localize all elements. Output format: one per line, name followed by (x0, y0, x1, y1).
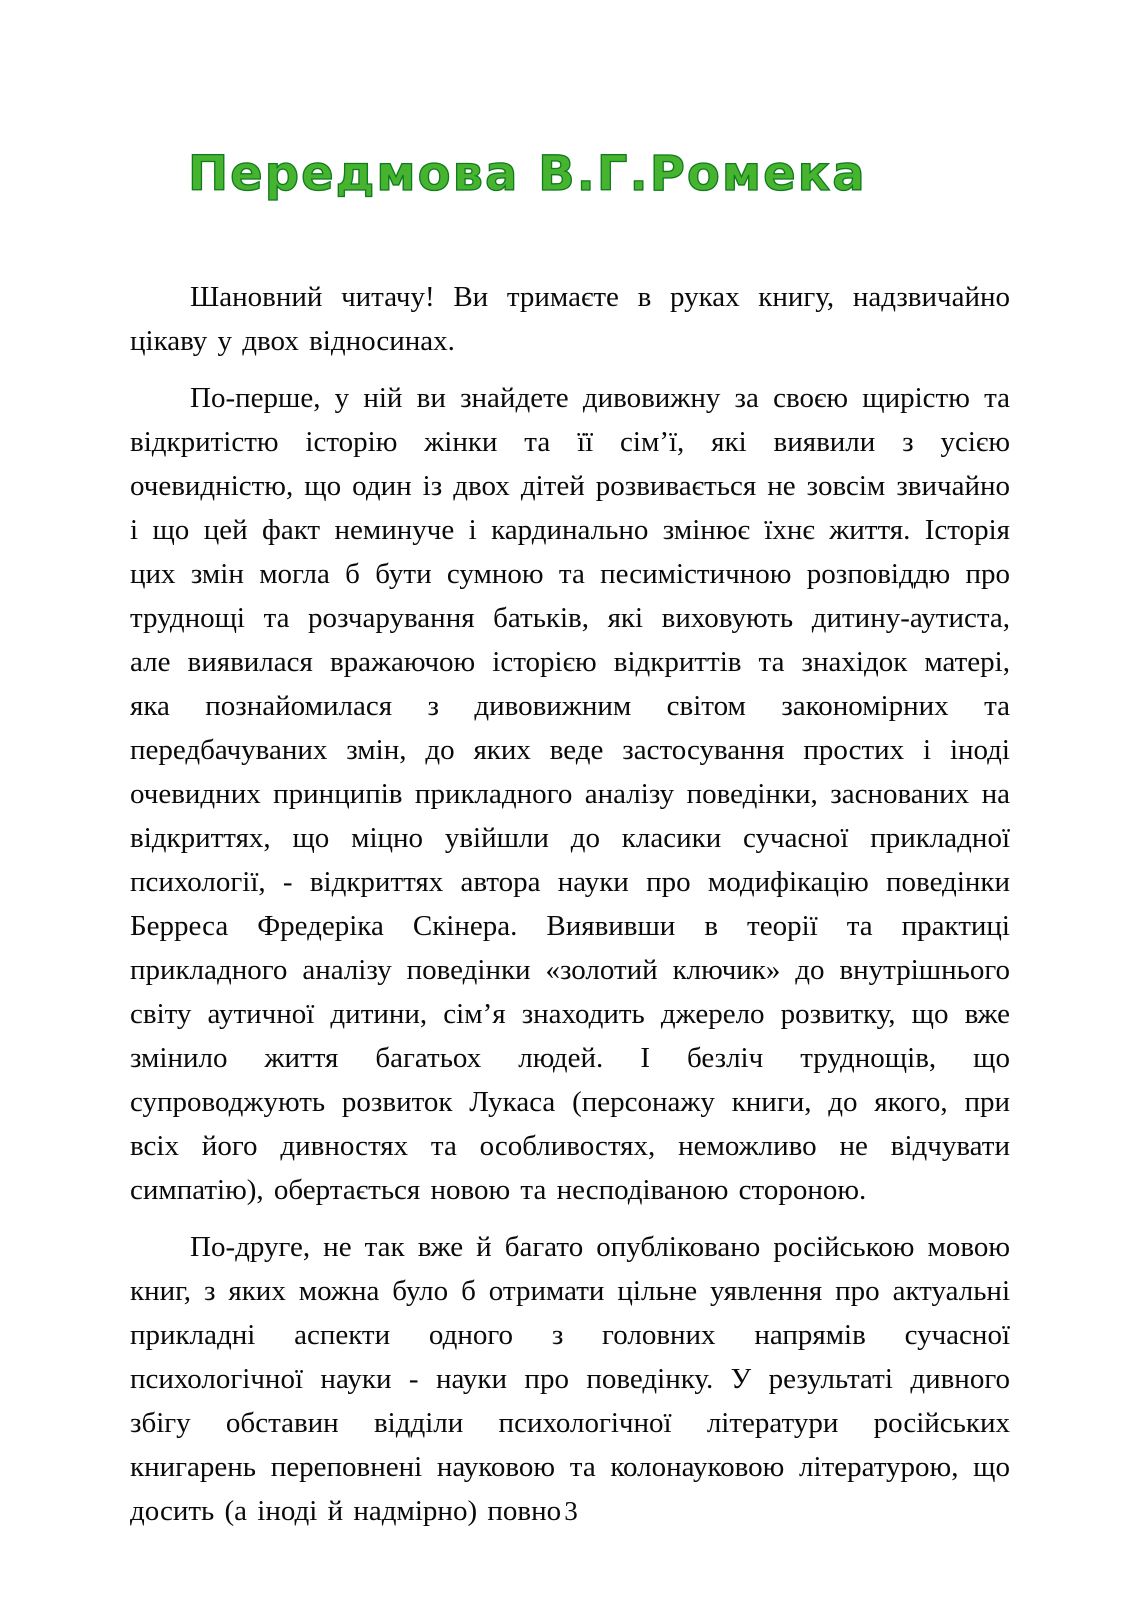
chapter-title: Передмова В.Г.Ромека (188, 146, 867, 202)
body-text (130, 275, 1010, 1533)
paragraph-2: По-перше, у ній ви знайдете дивовижну за своєю щирістю та відкритістю історію жінки та її сім’ї, які виявили з усією очевидністю, що один із двох дітей розвивається не зовсім звичайно і що цей факт неминуче і кардинально змінює їхнє життя. Історія цих змін могла б бути сумною та песимістичною розповіддю про труднощі та розчарування батьків, які виховують дитину-аутиста, але виявилася вражаючою історією відкриттів та знахідок матері, яка познайомилася з дивовижним світом закономірних та передбачуваних змін, до яких веде застосування простих і іноді очевидних принципів прикладного аналізу поведінки, заснованих на відкриттях, що міцно увійшли до класики сучасної прикладної психології, - відкриттях автора науки про модифікацію поведінки Берреса Фредеріка Скінера. Виявивши в теорії та практиці прикладного аналізу поведінки «золотий ключик» до внутрішнього світу аутичної дитини, сім’я знаходить джерело розвитку, що вже змінило життя багатьох людей. І безліч труднощів, що супроводжують розвиток Лукаса (персонажу книги, до якого, при всіх його дивностях та особливостях, неможливо не відчувати симпатію), обертається новою та несподіваною стороною. (130, 381, 1010, 1206)
paragraph-1: Шановний читачу! Ви тримаєте в руках книгу, надзвичайно цікаву у двох відносинах. (130, 280, 1010, 357)
paragraph-3: По-друге, не так вже й багато опубліковано російською мовою книг, з яких можна було б отримати цільне уявлення про актуальні прикладні аспекти одного з головних напрямів сучасної психологічної науки - науки про поведінку. У результаті дивного збігу обставин відділи психологічної літератури російських книгарень переповнені науковою та колонауковою літературою, що досить (а іноді й надмірно) повно (130, 1230, 1010, 1527)
page-number: 3 (564, 1496, 578, 1526)
